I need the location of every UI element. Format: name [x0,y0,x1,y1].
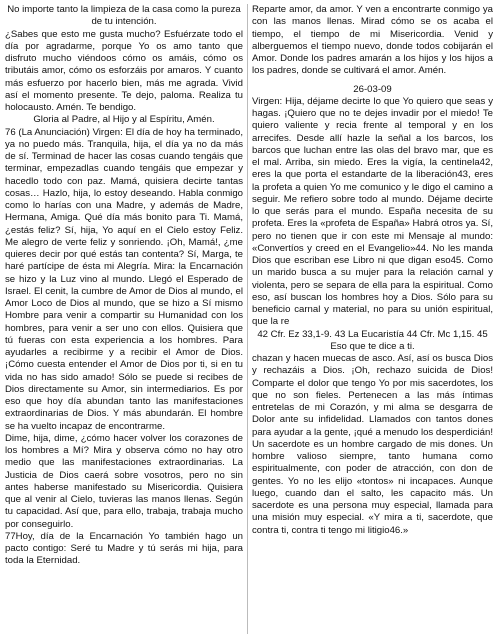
paragraph: Virgen: Hija, déjame decirte lo que Yo quiero que seas y hagas. ¡Quiero que no te dejes invadir por el miedo! Te quiero valiente y recia frente al temporal y en los arrecifes. Desde allí hazle la señal a los barcos, los barcos que luchan entre las olas del bravo mar, que es el mal. Arriba, sin miedo. Eres la vigía, la centinela42, eres la que porta el estandarte de la liberación43, eres la profeta a quien Yo me comunico y le digo el camino a seguir. Me refiero sobre todo al mundo. Déjame decirte lo que serás para el mundo. España necesita de su profeta. Eres la «profeta de España» Habrá otros ya. Sí, pero no tienen que ir con este mi Mensaje al mundo: «Convertíos y creed en el Evangelio»44. No les manda Dios que escriban ese Libro ni que digan eso45. Como un marido busca a su mujer para la relación carnal y violenta, pero se separa de ella para la espiritual. Como eso, así buscan los hombres hoy a Dios. Sólo para su beneficio carnal y material, no para su unión espiritual, que la re [252,95,493,328]
column-divider [247,4,248,634]
paragraph: chazan y hacen muecas de asco. Así, así os busca Dios y rechazáis a Dios. ¡Oh, rechazo suicida de Dios! Comparte el dolor que tengo Yo por mis sacerdotes, los que no son fieles. Pertenecen a las más íntimas entretelas de mi Corazón, y mi alma se desgarra de Dolor ante su infidelidad. Llamados con tantos dones para ayudar a la gente, ¡qué a menudo los desperdicián! Un sacerdote es un hombre cargado de mis dones. Un hombre valioso siempre, tanto humana como espiritualmente, con poder de atracción, con don de gentes. Yo no les elijo «tontos» ni incapaces. Aunque luego, cuando dan el salto, les capacito más. Un sacerdote es una persona muy especial, llamada para una misión muy especial. «Y mira a ti, sacerdote, que contra ti, contra ti tengo mi litigio46.» [252,353,493,536]
paragraph: Reparte amor, da amor. Y ven a encontrarte conmigo ya con las manos llenas. Mirad cómo se os acaba el tiempo, el tiempo de mi Misericordia. Venid y alberguemos el tiempo nuevo, donde todos cobijarán el Amor. Donde los padres amarán a los hijos y los hijos a los padres, donde se cultivará el amor. Amén. [252,4,493,77]
left-column [5,4,243,636]
paragraph: 76 (La Anunciación) Virgen: El día de hoy ha terminado, ya no puedo más. Tranquila, hija, el día ya no da más de sí. Terminad de hacer las cosas cuando tengáis que terminar, empezadlas cuando tengáis que empezar y hacedlo todo con paz. Mamá, quisiera decirte tantas cosas… Hazlo, hija, lo estoy deseando. Habla conmigo como lo harías con una Madre, y además de Madre, Hermana, Amiga. Qué día más bonito para Ti. Mamá, ¿estás feliz? Sí, hija, Yo aquí en el Cielo estoy Feliz. Me alegro de verte feliz y sonriendo. ¡Oh, Mamá!, ¿me quieres decir por qué estás tan contenta? Sí, Marga, te haré partícipe de ésta mi Alegría. Mira: la Encarnación se hizo y la Luz vino al mundo. Llegó el Esperado de Israel. El cenit, la cumbre de Amor de Dios al mundo, el Amor Loco de Dios al mundo, que se hizo a Sí mismo Hombre para venir a compartir su Humanidad con los hombres, para venir a ser uno con ellos. Quisiera que tú fueras con esta experiencia a los hombres. Para ayudarles a recibirme y a recibir el Amor de Dios. ¡Cómo cuesta entender el Amor de Dios por ti, si en tu vida no has sido amado! Sólo se puede si recibes de Dios directamente su Amor, sin intermediarios. Es por eso que hoy día abundan tanto las manifestaciones extraordinarias de Dios. Y más abundarán. El hombre se ha vuelto incapaz de encontrarme. [5,126,243,432]
right-column [252,4,493,636]
paragraph: ¿Sabes que esto me gusta mucho? Esfuérzate todo el día por agradarme, porque Yo os amo tanto que disfruto mucho viéndoos cómo os amáis, cómo os tributáis amor, cómo os esforzáis por amaros. Y cuanto más esfuerzo por hacerlo bien, más me agrada. Vivid así el momento presente. Te dejo, paloma. Realiza tu holocausto. Amén. Te bendigo. [5,28,243,113]
paragraph: Dime, hija, dime, ¿cómo hacer volver los corazones de los hombres a Mí? Mira y observa cómo no hay otro medio que las manifestaciones extraordinarias. La Justicia de Dios caerá sobre vosotros, pero no sin antes haberse manifestado su Misericordia. Quisiera que al venir al Cielo, tuvieras las manos llenas. Según tu capacidad. Así que, para ello, trabaja, trabaja mucho por conseguirlo. [5,432,243,530]
footnotes: 42 Cfr. Ez 33,1-9. 43 La Eucaristía 44 Cfr. Mc 1,15. 45 Eso que te dice a ti. [257,328,488,352]
doxology-line: Gloria al Padre, al Hijo y al Espíritu, Amén. [33,114,215,126]
entry-date: 26-03-09 [353,83,392,95]
paragraph: 77Hoy, día de la Encarnación Yo también hago un pacto contigo: Seré tu Madre y tú serás mi hija, para toda la Eternidad. [5,530,243,567]
intro-line: No importe tanto la limpieza de la casa como la pureza de tu intención. [7,4,241,28]
